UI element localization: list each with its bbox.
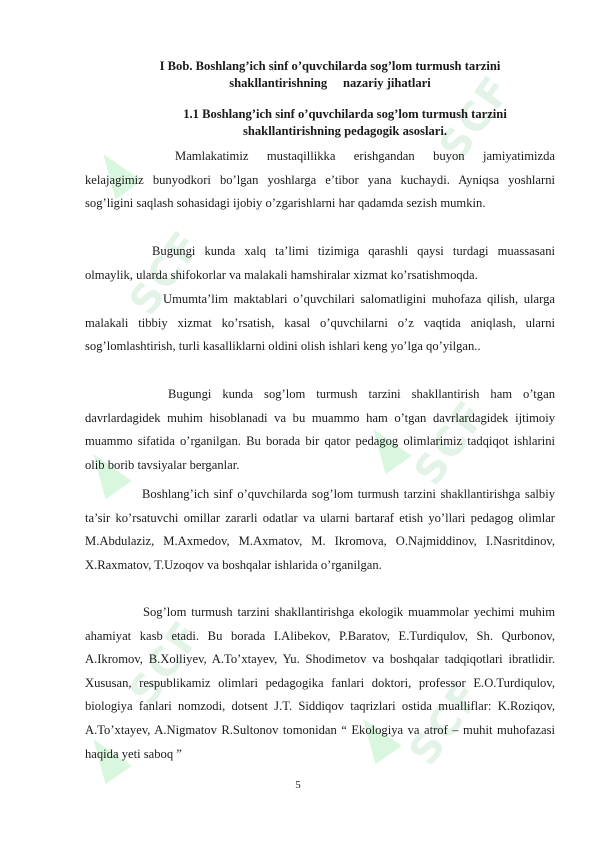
chapter-title-line1: I Bob. Boshlang’ich sinf o’quvchilarda sog’lom turmush tarzini: [159, 59, 501, 73]
paragraph: Mamlakatimiz mustaqillikka erishgandan buyon jamiyatimizda kelajagimiz bunyodkori bo’lgan yoshlarga e’tibor yana kuchaydi. Ayniqsa yoshlarni sog’ligini saqlash sohasidagi ijobiy o’zgarishlarni har qadamda sezish mumkin.: [85, 149, 555, 211]
chapter-title-line2: shakllantirishning nazariy jihatlari: [229, 76, 431, 90]
page-number: 5: [295, 779, 301, 791]
watermark: SCF: [400, 672, 491, 774]
paragraph: Bugungi kunda xalq ta’limi tizimiga qarashli qaysi turdagi muassasani olmaylik, ularda shifokorlar va malakali hamshiralar xizmat ko’rsatishmoqda.: [85, 244, 555, 282]
watermark: SCF: [120, 612, 211, 714]
paragraph: Umumta’lim maktablari o’quvchilari salomatligini muhofaza qilish, ularga malakali tibbiy xizmat ko’rsatish, kasal o’quvchilarni o’z vaqtida aniqlash, ularni sog’lomlashtirish, turli kasalliklarni oldini olish ishlari keng yo’lga qo’yilgan..: [85, 292, 555, 354]
paragraph: Bugungi kunda sog’lom turmush tarzini shakllantirish ham o’tgan davrlardagidek muhim hisoblanadi va bu muammo ham o’tgan davrlardagidek ijtimoiy muammo sifatida o’rganilgan. Bu borada bir qator pedagog olimlarimiz tadqiqot ishlarini olib borib tavsiyalar berganlar.: [85, 387, 555, 472]
section-title: [115, 106, 575, 140]
watermark: SCF: [430, 67, 521, 169]
paragraph: Boshlang’ich sinf o’quvchilarda sog’lom turmush tarzini shakllantirishga salbiy ta’sir ko’rsatuvchi omillar zararli odatlar va ularni bartaraf etish yo’llari pedagog olimlar M.Abdulaziz, M.Axmedov, M.Axmatov, M. Ikromova, O.Najmiddinov, I.Nasritdinov, X.Raxmatov, T.Uzoqov va boshqalar ishlarida o’rganilgan.: [85, 487, 555, 572]
chapter-title: [100, 58, 560, 92]
paragraph: Sog’lom turmush tarzini shakllantirishga ekologik muammolar yechimi muhim ahamiyat kasb etadi. Bu borada I.Alibekov, P.Baratov, E.Turdiqulov, Sh. Qurbonov, A.Ikromov, B.Xolliyev, A.To’xtayev, Yu. Shodimetov va boshqalar tadqiqotlari ibratlidir. Xususan, respublikamiz olimlari pedagogika fanlari doktori, professor E.O.Turdiqulov, biologiya fanlari nomzodi, dotsent J.T. Siddiqov taqrizlari ostida mualliflar: K.Roziqov, A.To’xtayev, A.Nigmatov R.Sultonov tomonidan “ Ekologiya va atrof – muhit muhofazasi haqida yeti saboq ”: [85, 605, 555, 761]
watermark: SCF: [405, 392, 496, 494]
section-title-line2: shakllantirishning pedagogik asoslari.: [242, 124, 447, 138]
watermark: SCF: [120, 222, 211, 324]
section-title-line1: 1.1 Boshlang’ich sinf o’quvchilarda sog’lom turmush tarzini: [183, 107, 507, 121]
